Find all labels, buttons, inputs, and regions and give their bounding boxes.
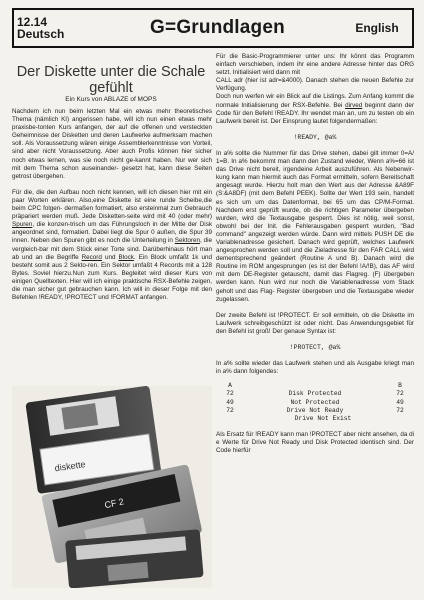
table-row: 72 Drive Not Ready 72	[226, 406, 404, 414]
protect-syntax: !PROTECT, @a%	[289, 344, 341, 351]
right-paragraph-2: In a% sollte die Nummer für das Drive stehen, dabei gilt immer 0=A/ 1=B. In a% bekommt man dann den Zustand wieder, Wenn a%=66 ist das Drive nicht bereit, irgendeine Arbeit auszuführen. Als Nebenwir-kung kann man hiermit auch das Format ermitteln, sofern Bereitschaft angesagt wurde. Hierzu holt man den Wert aus der Adresse &A89F (S:&A8DF) (mit dem Befehl PEEK). Sollte der Wert 193 sein, handelt es sich um um das Datenformat, bei 65 um das CP/M-Format. Nachdem erst geprüft wurde, ob die richtigen Parameter übergeben wurden, wird die Textausgabe gesperrt. Dies ist nötig, weil sonst, obwohl bei der Init. die Fehlerausgaben gesperrt wurden, "Bad command" angezeigt werden würde. Dann wird mittels PUSH DE die Variablenadresse gesichert. Danach wird geprüft, welches Laufwerk angesprochen werden soll und die Zieladresse für den FAR CALL wird dementsprechend geändert (Routine A und B). Danach wird die Routine im ROM angesprungen (es ist der Befehl !A/!B), das AF wird mit dem DE-Register getauscht, damit das Flagreg. (F) übergeben werden kann. Nun wird nur noch die Variablenadresse vom Stack geholt und das Flag- Register übergeben und die Textausgabe wieder zugelassen.	[216, 149, 414, 303]
left-column	[12, 108, 212, 310]
term-sektoren: Sektoren	[174, 237, 200, 245]
right-column	[216, 53, 414, 464]
term-block: Block	[118, 253, 134, 261]
table-row: 72 Disk Protected 72	[226, 390, 404, 398]
table-row: Drive Not Exist	[294, 415, 352, 423]
section-title: G=Grundlagen	[150, 17, 285, 38]
ready-syntax: !READY, @a%	[293, 133, 337, 141]
right-paragraph-3: Der zweite Befehl ist !PROTECT. Er soll ermitteln, ob die Diskette im Laufwerk schreibgeschützt ist oder nicht. Das Anwendungsgebiet für den Befehl ist groß! Der genaue Syntax ist:	[216, 311, 414, 335]
svg-text:CF 2: CF 2	[103, 496, 125, 511]
term-spuren: Spuren	[12, 221, 33, 229]
term-dirved: dirved	[345, 101, 363, 109]
language-label-left: Deutsch	[17, 27, 65, 41]
article-title: Der Diskette unter die Schale gefühlt	[16, 64, 206, 96]
diskette-image	[12, 386, 212, 588]
left-paragraph-1: Nachdem ich nun beim letzten Mal ein etwas mehr theoretisches Thema (nämlich KI) angerissen habe, will ich nun einen etwas mehr praxisbe-tonten Kurs anfangen, der auf die offenen und versteckten Geheimnisse der Disketten und deren Laufwerke aufmerksam machen soll. Als Voraussetzung wären einige Assemblerkenntnisse von Vorteil, sind aber nicht Voraussetzung. Aber auch Profis können hier sicher noch etwas lernen, was sie noch nicht ge-kannt haben. Nur wer sich mit dem Thema schon auseinander- gesetzt hat, kann diese Seiten getrost übergehen.	[12, 108, 212, 180]
issue-number: 12.14	[17, 15, 48, 29]
right-paragraph-4: In a% sollte wieder das Laufwerk stehen und als Ausgabe kriegt man in a% dann folgendes:	[216, 360, 414, 376]
diskette-photo	[12, 386, 212, 588]
left-paragraph-2: Für die, die den Aufbau noch nicht kennen, will ich diesen hier mit ein paar Worten erklären. Also,eine Diskette ist eine runde Scheibe,die beim CPC folgen- dermaßen formatiert, also ersteinmal zum Gebrauch präpariert werden muß. Jede Disketten-seite wird mit 40 (oder mehr) Spuren, die konzen-trisch um das Führungsloch in der Mitte der Disk angeordnet sind, formatiert. Dabei liegt die Spur 0 außen, die Spur 39 innen. Neben den Spuren gibt es noch die Unterteilung in Sektoren, die vergleich-bar mit dem Stück einer Torte sind. Darüberhinaus hört man ab und an die Begriffe Record und Block. Ein Block umfaßt 1k und besteht somit aus 2 Sekto-ren. Ein Sektor umfaßt 4 Records mit a 128 Bytes. Soviel hierzu.Nun zum Kurs. Begleitet wird dieser Kurs von einigen Quelltexten. Hier will ich einige praktische RSX-Befehle zeigen, die man sicher gut gebrauchen kann. Ich will in dieser Folge mit den Befehlen !READY, !PROTECT und !FORMAT anfangen.	[12, 188, 213, 302]
svg-text:diskette: diskette	[54, 459, 87, 474]
table-header-b: B	[398, 382, 402, 390]
right-paragraph-5: Als Ersatz für !READY kann man !PROTECT aber nicht ansehen, da di e Werte für Drive Not Ready und Disk Protected identisch sind. Der Code hierfür	[216, 431, 414, 455]
table-header-a: A	[228, 382, 232, 390]
language-label-right: English	[355, 21, 399, 35]
header-left	[14, 16, 93, 40]
term-record: Record	[81, 253, 102, 261]
status-table	[216, 382, 414, 423]
right-paragraph-1: Für die Basic-Programmierer unter uns: Ihr könnt das Programm einfach verschieben, indem ihr eine andere Adresse hinter das ORG setzt. Initialisiert wird dann mit CALL adr (hier ist adr=&4000). Danach stehen die neuen Befehle zur Verfügung. Doch nun werfen wir ein Blick auf die Listings. Zum Anfang kommt die normale Initialisierung der RSX-Befehle. Bei dirved beginnt dann der Code für den Befehl !READY. Ihr wendet man an, um zu testen ob ein Laufwerk bereit ist. Der Einsprung lautet folgendermaßen:	[216, 53, 414, 125]
section-header	[12, 8, 414, 48]
article-byline: Ein Kurs von ABLAZE of MOPS	[65, 96, 157, 103]
table-row: 49 Not Protected 49	[226, 398, 404, 406]
